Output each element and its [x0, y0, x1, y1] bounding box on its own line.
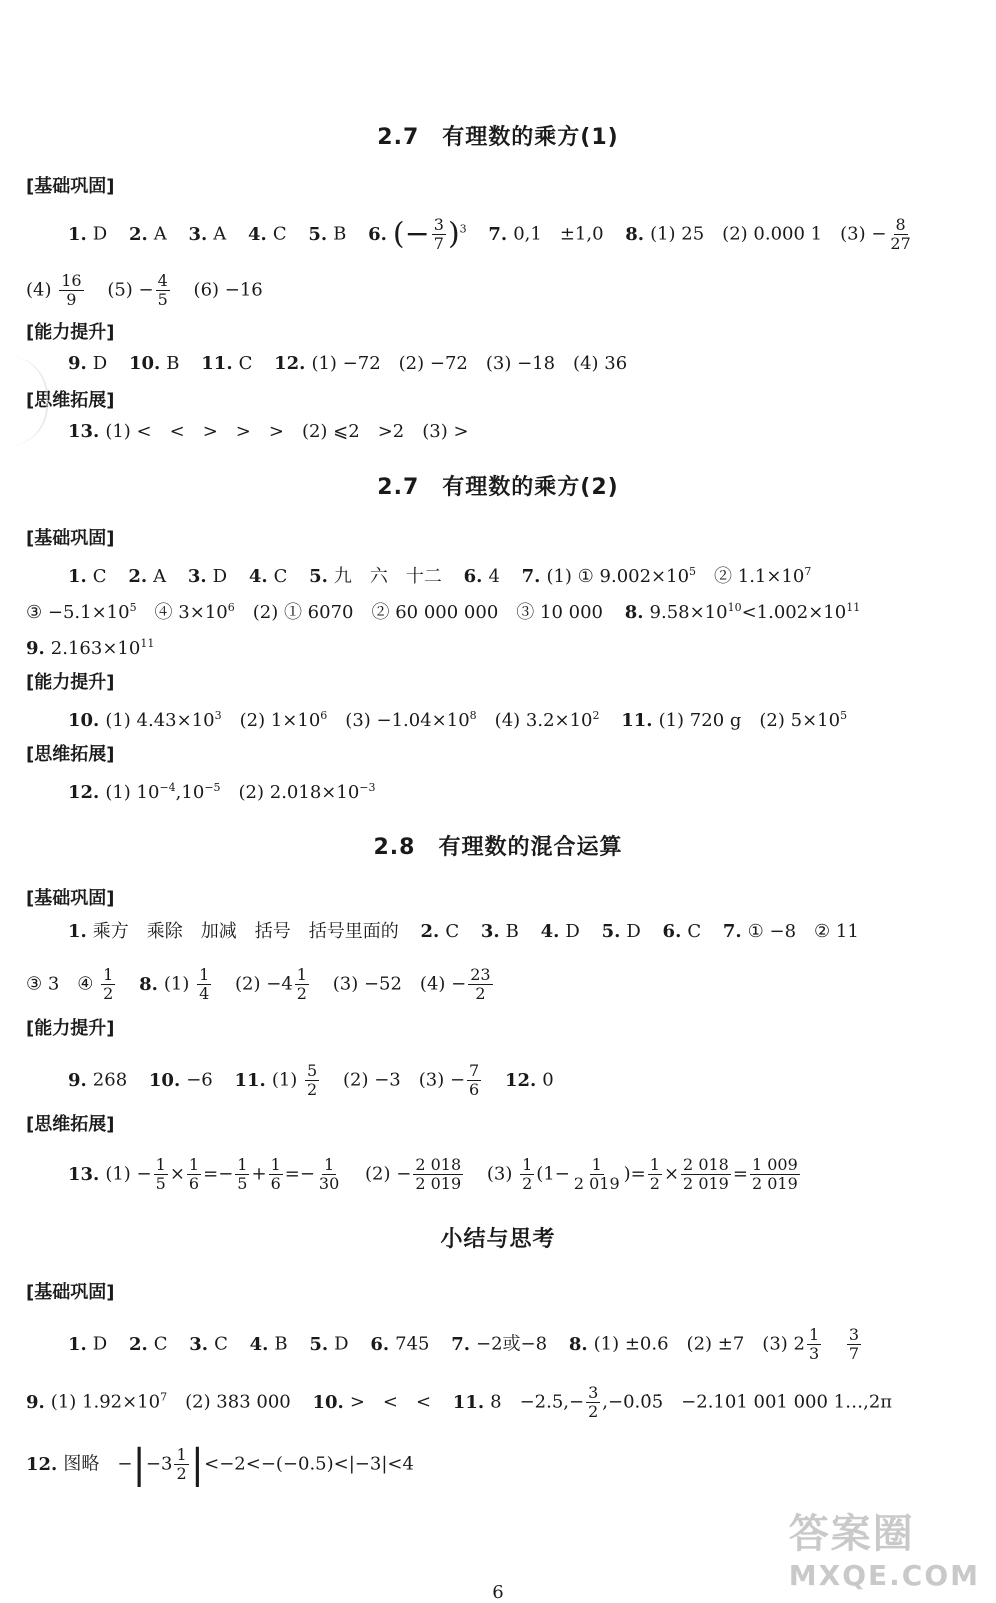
label-ability: [能力提升] — [26, 672, 115, 693]
label-basic: [基础巩固] — [26, 176, 115, 197]
s3-line3: 9. 268 10. −6 11. (1) $\frac{5}{2}$ (2) −3 (3) − $\frac{7}{6}$ 12. 0 — [68, 1061, 554, 1099]
s4-line2: 9. (1) $1.92\times 10^7$ (2) 383 000 10. > < < 11. 8 −2.5,− $\frac{3}{2}$ ,−0.0̇5̇ −2.101 001 000 1…,2π — [26, 1383, 893, 1421]
label-basic: [基础巩固] — [26, 1282, 115, 1303]
label-basic: [基础巩固] — [26, 528, 115, 549]
s1-line1: 1. D 2. A 3. A 4. C 5. B 6. (− $\frac{3}{7}$ )$^3$ 7. 0,1 ±1,0 8. (1) 25 (2) 0.000 1 (3) − $\frac{8}{27}$ — [68, 215, 911, 253]
label-ability: [能力提升] — [26, 1018, 115, 1039]
s3-line4: 13. (1) − $\frac{1}{5}$ × $\frac{1}{6}$ =− $\frac{1}{5}$ + $\frac{1}{6}$ =− $\frac{1}{30}$ (2) − $\frac{2 018}{2 019}$ (3) $\frac{1}{2}$ (1− $\frac{1}{2 019}$ )= $\frac{1}{2}$ × $\frac{2 018}{2 019}$ = $\frac{1 009}{2 019}$ — [68, 1155, 798, 1193]
s3-line2: ③ 3 ④ $\frac{1}{2}$ 8. (1) $\frac{1}{4}$ (2) −4 $\frac{1}{2}$ (3) −52 (4) − $\frac{23}{2}$ — [26, 965, 491, 1003]
fraction: $\frac{3}{7}$ — [433, 215, 444, 253]
fraction: $\frac{4}{5}$ — [157, 271, 168, 309]
fraction: $\frac{1}{2}$ — [296, 965, 307, 1003]
s1-line2: (4) $\frac{16}{9}$ (5) − $\frac{4}{5}$ (6) −16 — [26, 271, 263, 309]
watermark: 答案圈 MXQE.COM — [788, 1511, 980, 1592]
fraction: $\frac{1}{2}$ — [103, 965, 114, 1003]
s3-line1: 1. 乘方 乘除 加减 括号 括号里面的 2. C 3. B 4. D 5. D 6. C 7. ① −8 ② 11 — [68, 921, 859, 942]
section-title-2-8: 2.8 有理数的混合运算 — [373, 835, 623, 860]
s4-line3: 12. 图略 −|−3 $\frac{1}{2}$ |<−2<−(−0.5)<|−3|<4 — [26, 1441, 414, 1488]
stamp-mark — [4, 356, 48, 446]
fraction: $\frac{16}{9}$ — [61, 271, 82, 309]
s1-line3: 9. D 10. B 11. C 12. (1) −72 (2) −72 (3) −18 (4) 36 — [68, 353, 628, 374]
section-title-2-7-2: 2.7 有理数的乘方(2) — [377, 475, 619, 500]
s2-line1: 1. C 2. A 3. D 4. C 5. 九 六 十二 6. 4 7. (1) ① $9.002\times 10^5$ ② $1.1\times 10^7$ — [68, 565, 812, 587]
s1-line4: 13. (1) < < > > > (2) ⩽2 >2 (3) > — [68, 421, 469, 442]
fraction: $\frac{8}{27}$ — [890, 215, 911, 253]
fraction: $\frac{5}{2}$ — [307, 1061, 318, 1099]
label-thinking: [思维拓展] — [26, 390, 115, 411]
label-basic: [基础巩固] — [26, 888, 115, 909]
s2-line4: 10. (1) $4.43\times 10^3$ (2) $1\times 10^6$ $(3) -1.04\times 10^8$ (4) $3.2\times 10^2$ 11. (1) 720 g (2) $5\times 10^5$ — [68, 709, 848, 731]
label-thinking: [思维拓展] — [26, 744, 115, 765]
label-ability: [能力提升] — [26, 322, 115, 343]
s4-line1: 1. D 2. C 3. C 4. B 5. D 6. 745 7. −2或−8 8. (1) ±0.6 (2) ±7 (3) 2 $\frac{1}{3}$ $\frac{3}{7}$ — [68, 1325, 860, 1363]
fraction: $\frac{1}{4}$ — [199, 965, 210, 1003]
page-number: 6 — [492, 1582, 504, 1603]
s2-line2: ③ $-5.1\times 10^5$ ④ $3\times 10^6$ (2) ① 6070 ② 60 000 000 ③ 10 000 8. $9.58\times 10^{10}<1.002\times 10^{11}$ — [26, 601, 861, 623]
label-thinking: [思维拓展] — [26, 1114, 115, 1135]
section-title-summary: 小结与思考 — [440, 1227, 556, 1252]
fraction: $\frac{23}{2}$ — [470, 965, 491, 1003]
section-title-2-7-1: 2.7 有理数的乘方(1) — [377, 125, 619, 150]
s2-line3: 9. $2.163\times 10^{11}$ — [26, 637, 155, 659]
s2-line5: 12. (1) $10^{-4},10^{-5}$ (2) $2.018\times 10^{-3}$ — [68, 781, 376, 803]
fraction: $\frac{7}{6}$ — [469, 1061, 480, 1099]
